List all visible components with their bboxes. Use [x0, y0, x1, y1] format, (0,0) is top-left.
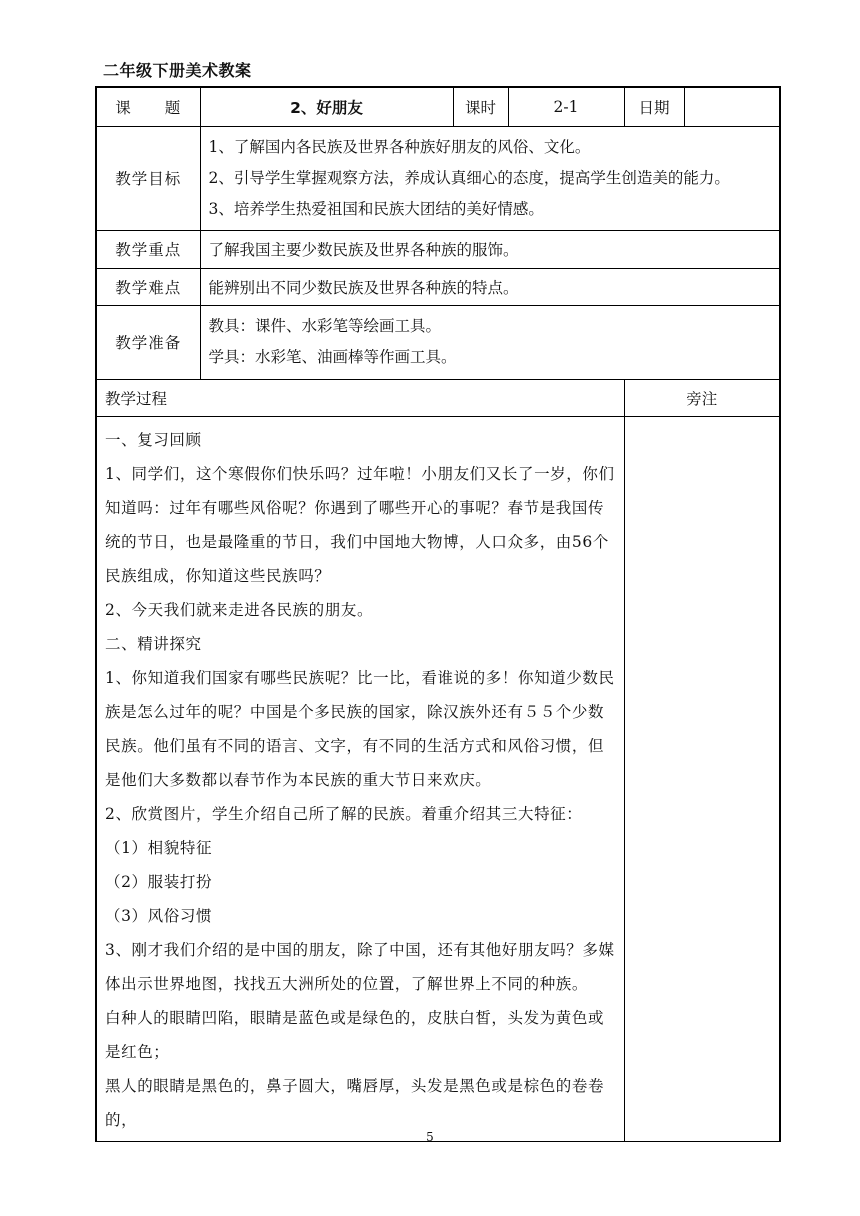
date-label: 日期: [624, 87, 684, 126]
difficulties-label: 教学难点: [96, 268, 200, 305]
notes-content: [624, 416, 780, 1141]
objective-item: 1、了解国内各民族及世界各种族好朋友的风俗、文化。: [208, 137, 591, 156]
objectives-row: [96, 126, 780, 230]
process-content: [96, 416, 624, 1141]
lesson-plan-table: [95, 86, 781, 1142]
key-points-text: 了解我国主要少数民族及世界各种族的服饰。: [200, 230, 780, 268]
preparation-content: [200, 305, 780, 379]
objectives-label: 教学目标: [96, 126, 200, 230]
period-label: 课时: [453, 87, 508, 126]
difficulties-row: [96, 268, 780, 305]
process-paragraph: 二、精讲探究: [105, 634, 202, 653]
process-paragraph: 1、你知道我们国家有哪些民族呢？比一比，看谁说的多！你知道少数民族是怎么过年的呢？中国是个多民族的国家，除汉族外还有５５个少数民族。他们虽有不同的语言、文字，有不同的生活方式和风俗习惯，但是他们大多数都以春节作为本民族的重大节日来欢庆。: [105, 668, 615, 789]
difficulties-text: 能辨别出不同少数民族及世界各种族的特点。: [200, 268, 780, 305]
process-paragraph: 1、同学们，这个寒假你们快乐吗？过年啦！小朋友们又长了一岁，你们知道吗：过年有哪些风俗呢？你遇到了哪些开心的事呢？春节是我国传统的节日，也是最隆重的节日，我们中国地大物博，人口众多，由56个民族组成，你知道这些民族吗？: [105, 464, 615, 585]
process-paragraph: 3、刚才我们介绍的是中国的朋友，除了中国，还有其他好朋友吗？多媒体出示世界地图，找找五大洲所处的位置，了解世界上不同的种族。: [105, 940, 615, 993]
process-label: 教学过程: [96, 379, 624, 416]
page-number: 5: [426, 1130, 434, 1144]
objective-item: 3、培养学生热爱祖国和民族大团结的美好情感。: [208, 199, 544, 218]
topic-row: [96, 87, 780, 126]
key-points-row: [96, 230, 780, 268]
process-paragraph: 2、欣赏图片，学生介绍自己所了解的民族。着重介绍其三大特征：: [105, 804, 583, 823]
process-header-row: [96, 379, 780, 416]
process-paragraph: 白种人的眼睛凹陷，眼睛是蓝色或是绿色的，皮肤白皙，头发为黄色或是红色；: [105, 1008, 605, 1061]
topic-value: 2、好朋友: [200, 87, 453, 126]
process-paragraph: 一、复习回顾: [105, 430, 202, 449]
preparation-label: 教学准备: [96, 305, 200, 379]
process-paragraph: 2、今天我们就来走进各民族的朋友。: [105, 600, 374, 619]
notes-label: 旁注: [624, 379, 780, 416]
preparation-row: [96, 305, 780, 379]
process-paragraph: （3）风俗习惯: [105, 906, 213, 925]
process-paragraph: 黑人的眼睛是黑色的，鼻子圆大，嘴唇厚，头发是黑色或是棕色的卷卷的，: [105, 1076, 605, 1129]
period-value: 2-1: [508, 87, 624, 126]
process-body-row: [96, 416, 780, 1141]
objectives-content: [200, 126, 780, 230]
document-title: 二年级下册美术教案: [103, 61, 252, 80]
process-paragraph: （2）服装打扮: [105, 872, 213, 891]
topic-label: 课 题: [96, 87, 200, 126]
key-points-label: 教学重点: [96, 230, 200, 268]
preparation-item: 教具：课件、水彩笔等绘画工具。: [208, 317, 442, 335]
date-value: [684, 87, 780, 126]
preparation-item: 学具：水彩笔、油画棒等作画工具。: [208, 348, 457, 366]
objective-item: 2、引导学生掌握观察方法，养成认真细心的态度，提高学生创造美的能力。: [208, 168, 730, 187]
process-paragraph: （1）相貌特征: [105, 838, 213, 857]
